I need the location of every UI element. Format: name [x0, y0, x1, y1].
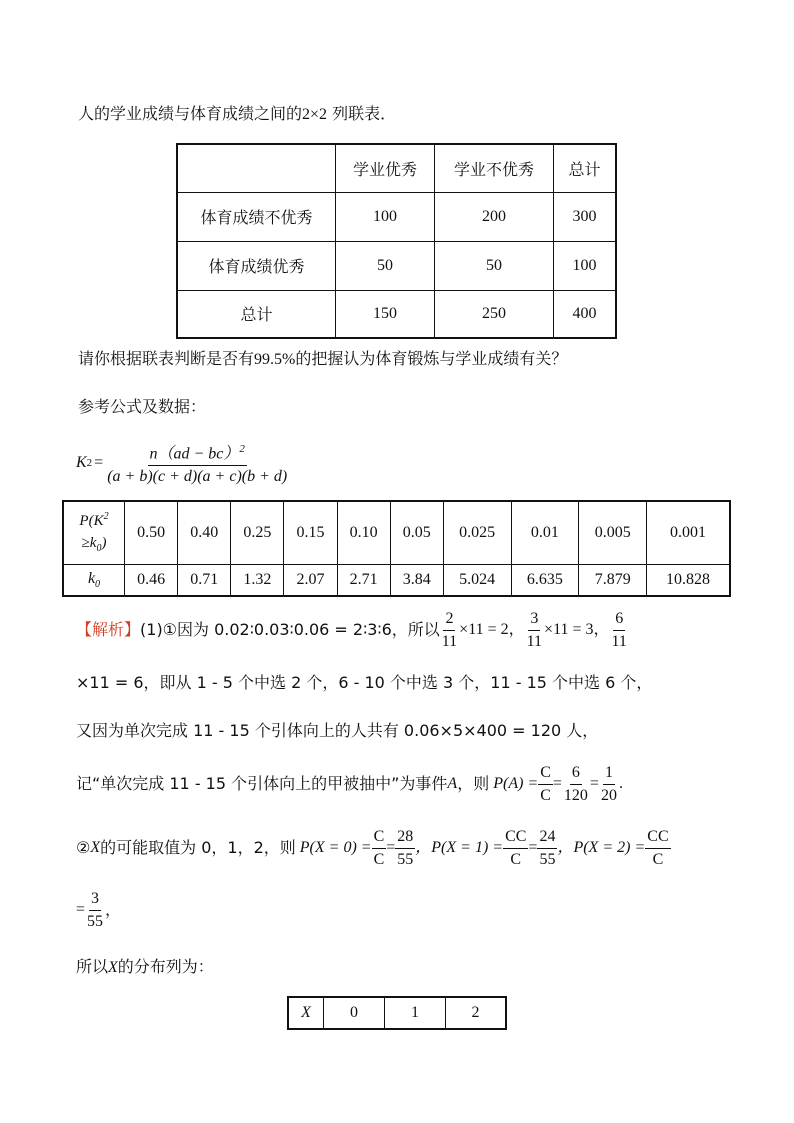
intro-line [78, 104, 396, 125]
fraction [395, 826, 415, 871]
table-row [177, 192, 616, 241]
fraction [525, 608, 544, 653]
frac-num: CC [503, 826, 528, 849]
p-value-cell: 0.025 [443, 501, 511, 564]
fraction [440, 608, 459, 653]
k-value-cell: 5.024 [443, 564, 511, 596]
question-pre: 请你根据联表判断是否有 [78, 349, 255, 368]
ct-cell: 总计 [177, 290, 336, 338]
formula-eq: = [94, 454, 104, 472]
formula-denominator: (a + b)(c + d)(a + c)(b + d) [107, 468, 288, 486]
frac-num: 3 [89, 888, 101, 911]
frac-den: 55 [539, 850, 556, 868]
frac-num: 2 [443, 608, 455, 631]
frac-num: 1 [603, 762, 615, 785]
k2-formula [76, 438, 289, 488]
frac-num: C [538, 762, 553, 785]
solution-line-1 [76, 608, 629, 652]
p-value-cell: 0.005 [579, 501, 647, 564]
intro-dims: 2×2 [302, 106, 328, 123]
label-part: k [87, 569, 96, 587]
k-value-cell: 2.71 [337, 564, 390, 596]
frac-den: 11 [441, 632, 458, 650]
ct-header: 总计 [554, 144, 617, 192]
frac-num: 3 [528, 608, 540, 631]
probability-expr: P(X = 0) = [299, 839, 372, 856]
variable-x: X [108, 959, 118, 976]
solution-line-4: 记“单次完成 11 - 15 个引体向上的甲被抽中”为事件 A ，则 P(A) = $\frac{C}{C}$ = $\frac{6}{120}$ = $\frac{1}{20}$ . [76, 762, 623, 806]
label-part: ) [101, 534, 107, 551]
solution-line-2: ×11 = 6，即从 1 - 5 个中选 2 个，6 - 10 个中选 3 个，11 - 15 个中选 6 个， [76, 673, 653, 692]
solution-text: ×11 = 2， [459, 621, 525, 638]
dist-cell: X [288, 997, 324, 1029]
formula-lhs-sup: 2 [86, 457, 93, 470]
ct-cell: 体育成绩优秀 [177, 241, 336, 290]
p-value-cell: 0.05 [390, 501, 443, 564]
solution-line-3: 又因为单次完成 11 - 15 个引体向上的人共有 0.06×5×400 = 120 人， [76, 721, 599, 740]
dist-cell: 1 [385, 997, 446, 1029]
ct-cell: 体育成绩不优秀 [177, 192, 336, 241]
label-sub: 0 [96, 542, 102, 554]
frac-num: C [372, 826, 387, 849]
frac-num: 28 [395, 826, 415, 849]
label-part: P(K [79, 512, 104, 529]
frac-den: 120 [563, 786, 588, 804]
fraction [537, 826, 557, 871]
fraction [562, 762, 590, 807]
p-value-cell: 0.01 [511, 501, 579, 564]
dist-cell: 0 [324, 997, 385, 1029]
frac-num: 6 [570, 762, 582, 785]
p-value-cell: 0.001 [647, 501, 730, 564]
fraction [538, 762, 553, 807]
question-percent: 99.5% [254, 351, 296, 368]
ct-header: 学业不优秀 [435, 144, 554, 192]
reference-label: 参考公式及数据： [78, 397, 207, 416]
solution-text: ×11 = 3， [544, 621, 610, 638]
p-value-cell: 0.25 [231, 501, 284, 564]
solution-text: ② [76, 838, 91, 857]
intro-text: 人的学业成绩与体育成绩之间的 [78, 104, 303, 123]
ct-cell: 150 [336, 290, 435, 338]
k-value-cell: 0.71 [178, 564, 231, 596]
k-value-cell: 1.32 [231, 564, 284, 596]
probability-expr: P(A) = [493, 775, 539, 792]
solution-line-7 [76, 957, 214, 978]
p-value-cell: 0.10 [337, 501, 390, 564]
critical-value-table [62, 500, 731, 597]
solution-text: ，则 [457, 774, 490, 793]
formula-numerator-text: n（ad − bc） [149, 445, 240, 463]
ct-cell: 100 [554, 241, 617, 290]
ct-cell: 300 [554, 192, 617, 241]
frac-num: 6 [613, 608, 625, 631]
label-sub: 0 [95, 578, 101, 590]
p-value-cell: 0.50 [125, 501, 178, 564]
table-row [177, 290, 616, 338]
p-value-cell: 0.40 [178, 501, 231, 564]
intro-suffix: 列联表． [332, 104, 397, 123]
frac-den: 11 [526, 632, 543, 650]
distribution-table [287, 996, 507, 1030]
frac-num: CC [645, 826, 670, 849]
label-sup: 2 [103, 510, 109, 522]
k-value-cell: 10.828 [647, 564, 730, 596]
solution-text: ， [105, 900, 122, 919]
fraction [372, 826, 387, 871]
frac-num: 24 [537, 826, 557, 849]
k-value-cell: 0.46 [125, 564, 178, 596]
ct-cell: 50 [336, 241, 435, 290]
label-part: ≥k [81, 534, 97, 551]
solution-line-5: ② X 的可能取值为 0，1，2，则 P(X = 0) = $\frac{C}{C}$ = $\frac{28}{55}$ ，P(X = 1) = $\frac{CC}{C}$ = $\frac{24}{55}$ ，P(X = 2) = $\frac{CC}{C}$ [76, 826, 671, 870]
ct-cell: 100 [336, 192, 435, 241]
formula-numerator-sup: 2 [239, 443, 245, 455]
fraction [503, 826, 528, 871]
ct-cell: 250 [435, 290, 554, 338]
contingency-table [176, 143, 617, 339]
fraction [85, 888, 105, 933]
k-value-cell: 3.84 [390, 564, 443, 596]
frac-den: 55 [87, 912, 104, 930]
formula-fraction [105, 438, 289, 488]
formula-numerator [148, 438, 247, 466]
ct-cell: 200 [435, 192, 554, 241]
question-post: 的把握认为体育锻炼与学业成绩有关？ [295, 349, 568, 368]
fraction [599, 762, 619, 807]
frac-den: C [510, 850, 522, 868]
frac-den: C [373, 850, 385, 868]
solution-text: 记“单次完成 11 - 15 个引体向上的甲被抽中”为事件 [76, 774, 448, 793]
ct-header-empty [177, 144, 336, 192]
fraction [645, 826, 670, 871]
frac-den: C [540, 786, 551, 804]
frac-den: 20 [600, 786, 617, 804]
solution-tag: 【解析】 [76, 620, 141, 639]
ct2-row-label [63, 501, 125, 564]
question-line [78, 349, 567, 370]
fraction [610, 608, 629, 653]
solution-text: 所以 [76, 957, 109, 976]
frac-den: 55 [397, 850, 414, 868]
solution-text: 的可能取值为 0，1，2，则 [100, 838, 296, 857]
event-symbol: A [447, 775, 458, 792]
variable-x: X [90, 839, 101, 856]
ct-header: 学业优秀 [336, 144, 435, 192]
ct2-row-label [63, 564, 125, 596]
frac-den: 11 [611, 632, 627, 650]
table-row [288, 997, 506, 1029]
dist-cell: 2 [446, 997, 507, 1029]
probability-expr: ，P(X = 2) = [557, 839, 646, 856]
ct-cell: 50 [435, 241, 554, 290]
k-value-cell: 6.635 [511, 564, 579, 596]
solution-line-6: = $\frac{3}{55}$ ， [76, 888, 121, 932]
solution-text: 的分布列为： [117, 957, 214, 976]
k-value-cell: 2.07 [284, 564, 337, 596]
formula-lhs: K [76, 454, 87, 472]
k-value-cell: 7.879 [579, 564, 647, 596]
solution-text: (1)①因为 0.02∶0.03∶0.06 = 2∶3∶6，所以 [140, 620, 440, 639]
table-row [63, 564, 730, 596]
ct-cell: 400 [554, 290, 617, 338]
table-row [63, 501, 730, 564]
table-row [177, 241, 616, 290]
probability-expr: ，P(X = 1) = [415, 839, 504, 856]
p-value-cell: 0.15 [284, 501, 337, 564]
frac-den: C [652, 850, 664, 868]
